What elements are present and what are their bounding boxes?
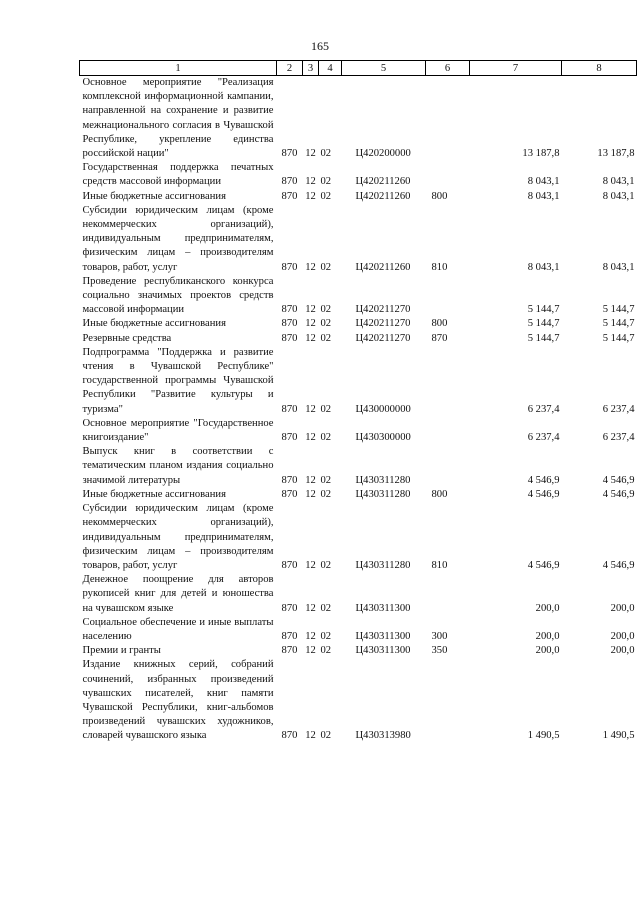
amount-cell: 4 546,9 xyxy=(527,488,560,500)
expense-type-cell: 800 xyxy=(431,190,448,202)
column-header: 7 xyxy=(470,61,562,76)
table-row xyxy=(80,332,637,346)
column-header: 6 xyxy=(426,61,470,76)
table-row xyxy=(80,573,637,616)
target-article-cell: Ц430311280 xyxy=(355,559,411,571)
target-article-cell: Ц430311300 xyxy=(355,630,411,642)
amount-cell: 5 144,7 xyxy=(527,304,560,316)
target-article-cell: Ц420211270 xyxy=(355,304,411,316)
subsection-code-cell: 02 xyxy=(320,630,332,642)
target-article-cell: Ц420211260 xyxy=(355,176,411,188)
target-article-cell: Ц420211260 xyxy=(355,190,411,202)
ministry-code-cell: 870 xyxy=(281,148,298,160)
subsection-code-cell: 02 xyxy=(320,432,332,444)
target-article-cell: Ц430311280 xyxy=(355,474,411,486)
ministry-code-cell: 870 xyxy=(281,645,298,657)
amount-cell: 5 144,7 xyxy=(602,318,635,330)
row-name-cell: Государственная поддержка печатных средств массовой информации xyxy=(82,162,274,188)
amount-cell: 13 187,8 xyxy=(522,148,560,160)
amount-cell: 200,0 xyxy=(610,602,635,614)
column-header: 4 xyxy=(319,61,342,76)
section-code-cell: 12 xyxy=(305,403,316,415)
column-header: 5 xyxy=(342,61,426,76)
subsection-code-cell: 02 xyxy=(320,602,332,614)
section-code-cell: 12 xyxy=(305,148,316,160)
table-row xyxy=(80,644,637,658)
row-name-cell: Подпрограмма "Поддержка и развитие чтения в Чувашской Республике" государственной программы Чувашской Республики "Развитие культуры и туризма" xyxy=(82,346,274,415)
row-name-cell: Иные бюджетные ассигнования xyxy=(82,318,226,330)
ministry-code-cell: 870 xyxy=(281,261,298,273)
row-name-cell: Премии и гранты xyxy=(82,645,161,657)
target-article-cell: Ц430300000 xyxy=(355,432,411,444)
section-code-cell: 12 xyxy=(305,332,316,344)
row-name-cell: Иные бюджетные ассигнования xyxy=(82,190,226,202)
section-code-cell: 12 xyxy=(305,474,316,486)
amount-cell: 8 043,1 xyxy=(602,261,635,273)
ministry-code-cell: 870 xyxy=(281,730,298,742)
subsection-code-cell: 02 xyxy=(320,559,332,571)
expense-type-cell: 810 xyxy=(431,559,448,571)
amount-cell: 200,0 xyxy=(535,645,560,657)
target-article-cell: Ц420211270 xyxy=(355,332,411,344)
ministry-code-cell: 870 xyxy=(281,432,298,444)
expense-type-cell xyxy=(426,275,470,318)
expense-type-cell xyxy=(426,445,470,488)
column-header: 1 xyxy=(80,61,277,76)
subsection-code-cell: 02 xyxy=(320,488,332,500)
expense-type-cell: 300 xyxy=(431,630,448,642)
expense-type-cell: 800 xyxy=(431,488,448,500)
amount-cell: 6 237,4 xyxy=(527,403,560,415)
ministry-code-cell: 870 xyxy=(281,474,298,486)
section-code-cell: 12 xyxy=(305,304,316,316)
amount-cell: 8 043,1 xyxy=(602,176,635,188)
target-article-cell: Ц420211270 xyxy=(355,318,411,330)
amount-cell: 200,0 xyxy=(610,630,635,642)
ministry-code-cell: 870 xyxy=(281,488,298,500)
row-name-cell: Основное мероприятие "Реализация комплексной информационной кампании, направленной на сохранение и развитие межнационального согласия в Чувашской Республике, укрепление единства российской нации" xyxy=(82,77,274,160)
amount-cell: 1 490,5 xyxy=(527,730,560,742)
amount-cell: 8 043,1 xyxy=(527,176,560,188)
ministry-code-cell: 870 xyxy=(281,602,298,614)
section-code-cell: 12 xyxy=(305,730,316,742)
subsection-code-cell: 02 xyxy=(320,261,332,273)
row-name-cell: Денежное поощрение для авторов рукописей книг для детей и юношества на чувашском языке xyxy=(82,574,274,614)
subsection-code-cell: 02 xyxy=(320,403,332,415)
table-row xyxy=(80,317,637,331)
subsection-code-cell: 02 xyxy=(320,176,332,188)
amount-cell: 4 546,9 xyxy=(602,474,635,486)
subsection-code-cell: 02 xyxy=(320,318,332,330)
subsection-code-cell: 02 xyxy=(320,304,332,316)
amount-cell: 5 144,7 xyxy=(602,332,635,344)
row-name-cell: Основное мероприятие "Государственное книгоиздание" xyxy=(82,417,274,444)
ministry-code-cell: 870 xyxy=(281,304,298,316)
amount-cell: 200,0 xyxy=(535,602,560,614)
table-row xyxy=(80,417,637,445)
section-code-cell: 12 xyxy=(305,630,316,642)
amount-cell: 1 490,5 xyxy=(602,730,635,742)
amount-cell: 5 144,7 xyxy=(527,318,560,330)
target-article-cell: Ц430000000 xyxy=(355,403,411,415)
amount-cell: 5 144,7 xyxy=(527,332,560,344)
expense-type-cell: 800 xyxy=(431,318,448,330)
ministry-code-cell: 870 xyxy=(281,176,298,188)
expense-type-cell xyxy=(426,658,470,743)
ministry-code-cell: 870 xyxy=(281,403,298,415)
ministry-code-cell: 870 xyxy=(281,630,298,642)
subsection-code-cell: 02 xyxy=(320,332,332,344)
target-article-cell: Ц420211260 xyxy=(355,261,411,273)
target-article-cell: Ц420200000 xyxy=(355,148,411,160)
section-code-cell: 12 xyxy=(305,602,316,614)
target-article-cell: Ц430311280 xyxy=(355,488,411,500)
expense-type-cell xyxy=(426,161,470,189)
amount-cell: 8 043,1 xyxy=(527,261,560,273)
amount-cell: 4 546,9 xyxy=(602,559,635,571)
amount-cell: 4 546,9 xyxy=(527,559,560,571)
expense-type-cell: 870 xyxy=(431,332,448,344)
row-name-cell: Социальное обеспечение и иные выплаты населению xyxy=(82,616,274,642)
amount-cell: 4 546,9 xyxy=(527,474,560,486)
row-name-cell: Резервные средства xyxy=(82,332,172,344)
section-code-cell: 12 xyxy=(305,318,316,330)
page-number: 165 xyxy=(311,39,329,53)
table-row xyxy=(80,161,637,189)
amount-cell: 6 237,4 xyxy=(527,432,560,444)
ministry-code-cell: 870 xyxy=(281,559,298,571)
table-header-row xyxy=(80,61,637,76)
target-article-cell: Ц430313980 xyxy=(355,730,411,742)
section-code-cell: 12 xyxy=(305,488,316,500)
ministry-code-cell: 870 xyxy=(281,332,298,344)
row-name-cell: Субсидии юридическим лицам (кроме некоммерческих организаций), индивидуальным предпринимателям, физическим лицам – производителям товаров, работ, услуг xyxy=(82,503,274,571)
amount-cell: 8 043,1 xyxy=(602,190,635,202)
subsection-code-cell: 02 xyxy=(320,645,332,657)
row-name-cell: Выпуск книг в соответствии с тематическим планом издания социально значимой литературы xyxy=(82,446,274,486)
expense-type-cell xyxy=(426,573,470,616)
budget-table xyxy=(79,60,637,744)
amount-cell: 13 187,8 xyxy=(597,148,635,160)
table-row xyxy=(80,445,637,488)
column-header: 8 xyxy=(562,61,637,76)
section-code-cell: 12 xyxy=(305,261,316,273)
column-header: 3 xyxy=(303,61,319,76)
ministry-code-cell: 870 xyxy=(281,318,298,330)
amount-cell: 4 546,9 xyxy=(602,488,635,500)
amount-cell: 200,0 xyxy=(535,630,560,642)
section-code-cell: 12 xyxy=(305,190,316,202)
subsection-code-cell: 02 xyxy=(320,148,332,160)
table-row xyxy=(80,204,637,275)
amount-cell: 6 237,4 xyxy=(602,403,635,415)
table-row xyxy=(80,346,637,417)
amount-cell: 8 043,1 xyxy=(527,190,560,202)
row-name-cell: Издание книжных серий, собраний сочинений, избранных произведений чувашских писателей, книг памяти Чувашской Республики, книг-альбомов произведений чувашских художников, словарей чувашского языка xyxy=(82,659,274,742)
ministry-code-cell: 870 xyxy=(281,190,298,202)
table-row xyxy=(80,616,637,644)
column-header: 2 xyxy=(277,61,303,76)
table-row xyxy=(80,502,637,573)
amount-cell: 5 144,7 xyxy=(602,304,635,316)
expense-type-cell xyxy=(426,346,470,417)
section-code-cell: 12 xyxy=(305,559,316,571)
target-article-cell: Ц430311300 xyxy=(355,645,411,657)
subsection-code-cell: 02 xyxy=(320,730,332,742)
table-row xyxy=(80,488,637,502)
table-row xyxy=(80,76,637,162)
row-name-cell: Иные бюджетные ассигнования xyxy=(82,488,226,500)
row-name-cell: Проведение республиканского конкурса социально значимых проектов средств массовой информации xyxy=(82,275,274,316)
expense-type-cell xyxy=(426,417,470,445)
table-row xyxy=(80,658,637,743)
expense-type-cell: 810 xyxy=(431,261,448,273)
amount-cell: 200,0 xyxy=(610,645,635,657)
amount-cell: 6 237,4 xyxy=(602,432,635,444)
subsection-code-cell: 02 xyxy=(320,190,332,202)
section-code-cell: 12 xyxy=(305,645,316,657)
expense-type-cell xyxy=(426,76,470,162)
target-article-cell: Ц430311300 xyxy=(355,602,411,614)
section-code-cell: 12 xyxy=(305,176,316,188)
section-code-cell: 12 xyxy=(305,432,316,444)
expense-type-cell: 350 xyxy=(431,645,448,657)
row-name-cell: Субсидии юридическим лицам (кроме некоммерческих организаций), индивидуальным предпринимателям, физическим лицам – производителям товаров, работ, услуг xyxy=(82,204,274,273)
table-row xyxy=(80,190,637,204)
subsection-code-cell: 02 xyxy=(320,474,332,486)
table-row xyxy=(80,275,637,318)
